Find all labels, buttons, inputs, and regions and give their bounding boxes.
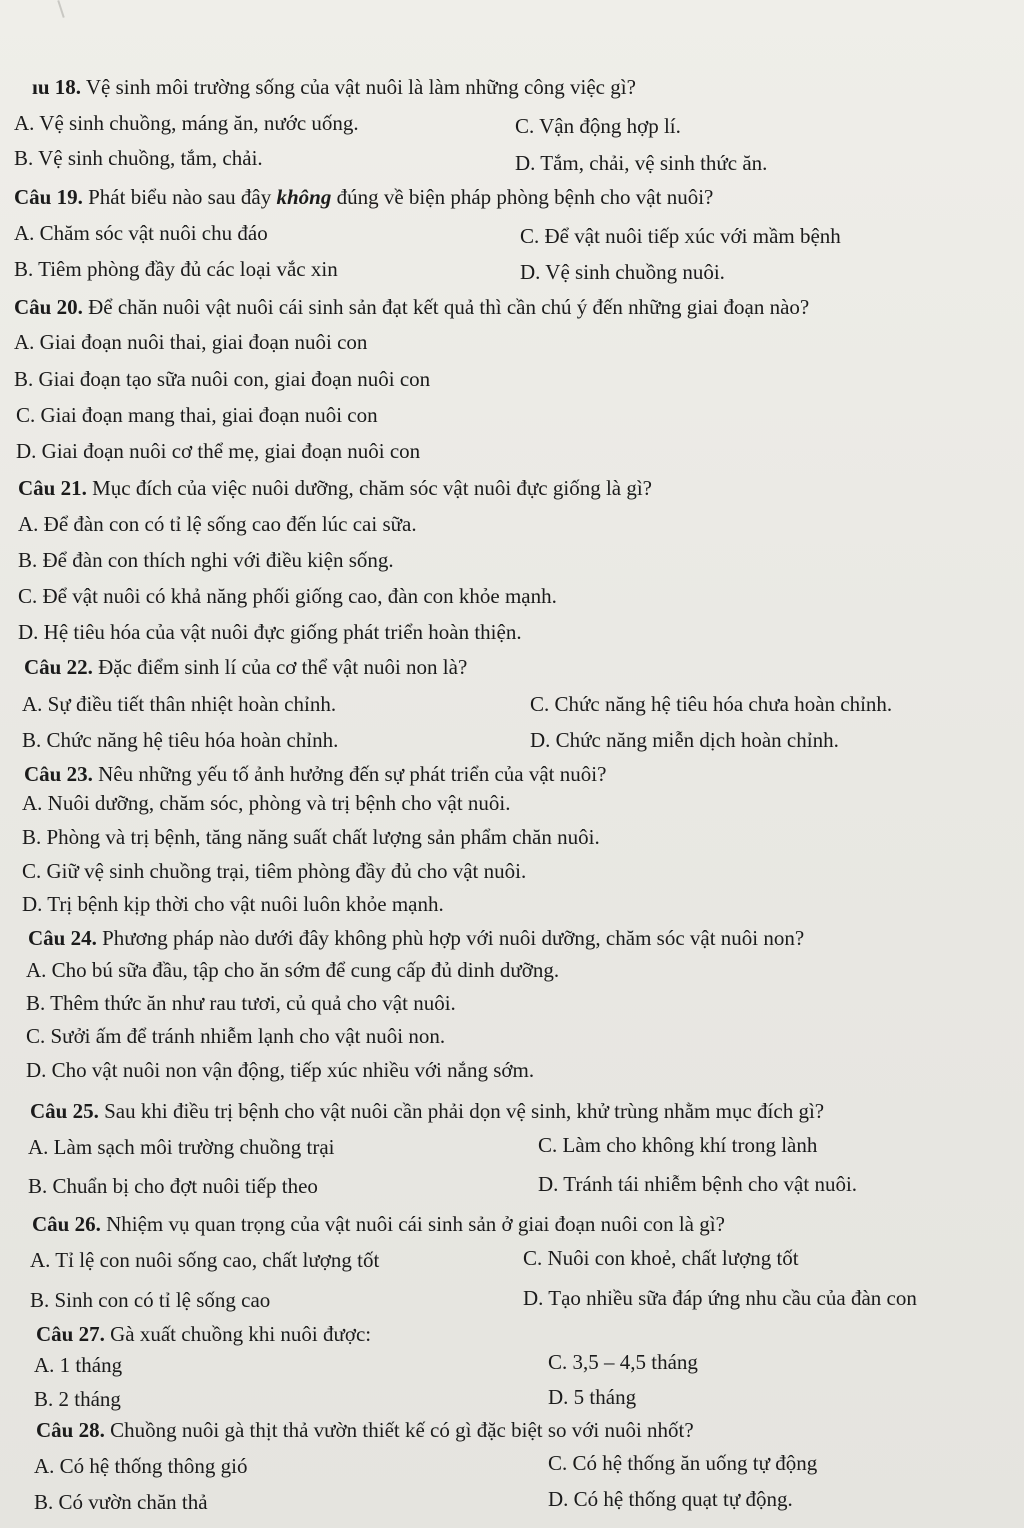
- option-d: D. Vệ sinh chuồng nuôi.: [520, 260, 725, 284]
- option-d: D. Tạo nhiều sữa đáp ứng nhu cầu của đàn con: [523, 1286, 917, 1310]
- option-b: B. Chuẩn bị cho đợt nuôi tiếp theo: [28, 1174, 318, 1198]
- option-c: C. Nuôi con khoẻ, chất lượng tốt: [523, 1246, 799, 1270]
- question-text: Nêu những yếu tố ảnh hưởng đến sự phát triển của vật nuôi?: [92, 762, 607, 786]
- question-number: Câu 25.: [30, 1099, 99, 1123]
- option-b: B. Phòng và trị bệnh, tăng năng suất chất lượng sản phẩm chăn nuôi.: [22, 825, 600, 849]
- option-d: D. Cho vật nuôi non vận động, tiếp xúc nhiều với nắng sớm.: [26, 1058, 535, 1082]
- option-a: A. 1 tháng: [34, 1353, 123, 1377]
- option-c: C. 3,5 – 4,5 tháng: [548, 1350, 698, 1374]
- option-c: C. Để vật nuôi có khả năng phối giống cao, đàn con khỏe mạnh.: [18, 584, 557, 608]
- option-c: C. Để vật nuôi tiếp xúc với mầm bệnh: [520, 224, 841, 248]
- question-27: [36, 1321, 371, 1347]
- option-a: A. Giai đoạn nuôi thai, giai đoạn nuôi con: [14, 330, 368, 354]
- question-number: Câu 21.: [18, 476, 87, 500]
- option-c: C. Giai đoạn mang thai, giai đoạn nuôi con: [16, 403, 378, 427]
- option-d: D. 5 tháng: [548, 1385, 637, 1409]
- question-26: [32, 1211, 725, 1237]
- question-20: [14, 294, 809, 320]
- option-a: A. Sự điều tiết thân nhiệt hoàn chỉnh.: [22, 692, 337, 716]
- page-fold-mark: [57, 0, 64, 18]
- option-a: A. Nuôi dưỡng, chăm sóc, phòng và trị bệnh cho vật nuôi.: [22, 791, 511, 815]
- question-number: Câu 19.: [14, 185, 83, 209]
- option-c: C. Sưởi ấm để tránh nhiễm lạnh cho vật nuôi non.: [26, 1024, 446, 1048]
- option-a: A. Chăm sóc vật nuôi chu đáo: [14, 221, 268, 245]
- question-28: [36, 1417, 694, 1443]
- question-number: Câu 20.: [14, 295, 83, 319]
- option-d: D. Trị bệnh kịp thời cho vật nuôi luôn khỏe mạnh.: [22, 892, 444, 916]
- option-c: C. Vận động hợp lí.: [515, 114, 681, 138]
- question-number: Câu 23.: [24, 762, 93, 786]
- question-21: [18, 475, 652, 501]
- question-text-end: đúng về biện pháp phòng bệnh cho vật nuôi?: [331, 185, 714, 209]
- option-a: A. Có hệ thống thông gió: [34, 1454, 248, 1478]
- option-b: B. Tiêm phòng đầy đủ các loại vắc xin: [14, 257, 338, 281]
- question-text: Vệ sinh môi trường sống của vật nuôi là làm những công việc gì?: [81, 75, 636, 99]
- option-b: B. Có vườn chăn thả: [34, 1490, 208, 1514]
- question-19: [14, 184, 713, 210]
- question-text: Chuồng nuôi gà thịt thả vườn thiết kế có gì đặc biệt so với nuôi nhốt?: [104, 1418, 694, 1442]
- option-c: C. Chức năng hệ tiêu hóa chưa hoàn chỉnh.: [530, 692, 893, 716]
- question-number: Câu 26.: [32, 1212, 101, 1236]
- question-number: Câu 27.: [36, 1322, 105, 1346]
- question-text: Nhiệm vụ quan trọng của vật nuôi cái sinh sản ở giai đoạn nuôi con là gì?: [100, 1212, 725, 1236]
- question-23: [24, 761, 606, 787]
- question-text: Mục đích của việc nuôi dưỡng, chăm sóc vật nuôi đực giống là gì?: [86, 476, 653, 500]
- question-24: [28, 925, 804, 951]
- option-d: D. Hệ tiêu hóa của vật nuôi đực giống phát triển hoàn thiện.: [18, 620, 522, 644]
- question-22: [24, 654, 467, 680]
- question-text: Đặc điểm sinh lí của cơ thể vật nuôi non là?: [92, 655, 468, 679]
- option-b: B. 2 tháng: [34, 1387, 121, 1411]
- option-b: B. Để đàn con thích nghi với điều kiện sống.: [18, 548, 394, 572]
- question-18: [32, 74, 636, 100]
- option-b: B. Vệ sinh chuồng, tắm, chải.: [14, 146, 263, 170]
- option-a: A. Tỉ lệ con nuôi sống cao, chất lượng tốt: [30, 1248, 380, 1272]
- emphasis-text: không: [276, 185, 332, 209]
- question-text: Để chăn nuôi vật nuôi cái sinh sản đạt kết quả thì cần chú ý đến những giai đoạn nào?: [82, 295, 810, 319]
- option-a: A. Làm sạch môi trường chuồng trại: [28, 1135, 335, 1159]
- option-b: B. Sinh con có tỉ lệ sống cao: [30, 1288, 271, 1312]
- option-d: D. Tránh tái nhiễm bệnh cho vật nuôi.: [538, 1172, 858, 1196]
- option-a: A. Vệ sinh chuồng, máng ăn, nước uống.: [14, 111, 359, 135]
- option-d: D. Tắm, chải, vệ sinh thức ăn.: [515, 151, 768, 175]
- option-d: D. Chức năng miễn dịch hoàn chỉnh.: [530, 728, 839, 752]
- question-number: Câu 22.: [24, 655, 93, 679]
- option-b: B. Thêm thức ăn như rau tươi, củ quả cho vật nuôi.: [26, 991, 456, 1015]
- question-text: Phát biểu nào sau đây: [82, 185, 277, 209]
- question-text: Gà xuất chuồng khi nuôi được:: [104, 1322, 372, 1346]
- option-d: D. Giai đoạn nuôi cơ thể mẹ, giai đoạn nuôi con: [16, 439, 421, 463]
- question-number: Câu 28.: [36, 1418, 105, 1442]
- option-a: A. Cho bú sữa đầu, tập cho ăn sớm để cung cấp đủ dinh dưỡng.: [26, 958, 560, 982]
- option-a: A. Để đàn con có tỉ lệ sống cao đến lúc cai sữa.: [18, 512, 417, 536]
- option-d: D. Có hệ thống quạt tự động.: [548, 1487, 793, 1511]
- option-c: C. Làm cho không khí trong lành: [538, 1133, 818, 1157]
- question-text: Sau khi điều trị bệnh cho vật nuôi cần phải dọn vệ sinh, khử trùng nhằm mục đích gì?: [98, 1099, 825, 1123]
- option-b: B. Chức năng hệ tiêu hóa hoàn chỉnh.: [22, 728, 339, 752]
- question-number: Câu 24.: [28, 926, 97, 950]
- question-number: ıu 18.: [32, 75, 82, 99]
- option-c: C. Có hệ thống ăn uống tự động: [548, 1451, 818, 1475]
- option-c: C. Giữ vệ sinh chuồng trại, tiêm phòng đầy đủ cho vật nuôi.: [22, 859, 527, 883]
- question-text: Phương pháp nào dưới đây không phù hợp với nuôi dưỡng, chăm sóc vật nuôi non?: [96, 926, 805, 950]
- question-25: [30, 1098, 824, 1124]
- option-b: B. Giai đoạn tạo sữa nuôi con, giai đoạn nuôi con: [14, 367, 431, 391]
